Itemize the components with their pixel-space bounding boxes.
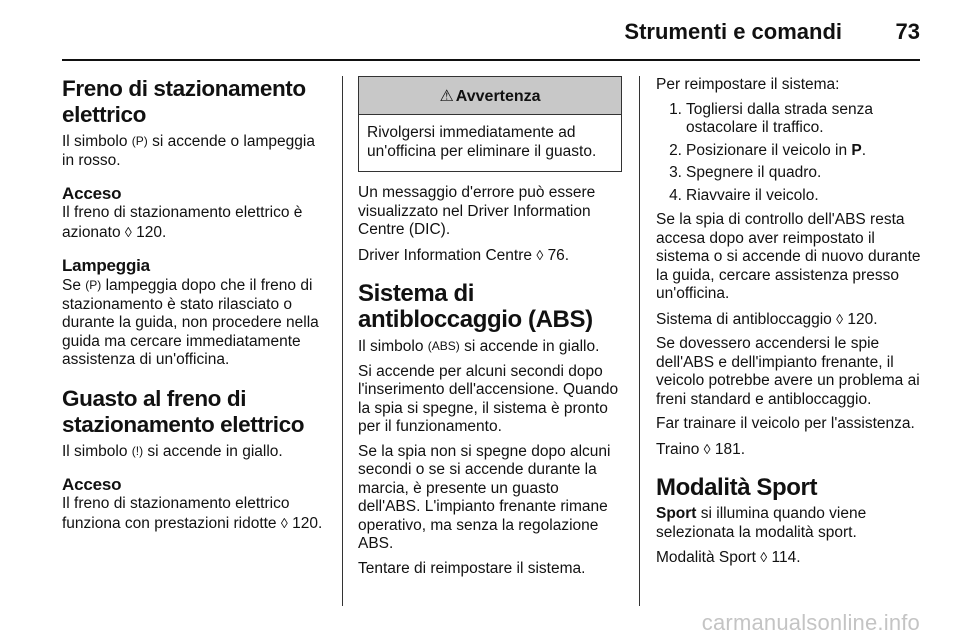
section-title: Modalità Sport <box>656 474 818 501</box>
parking-brake-icon: (P) <box>131 134 148 148</box>
list-item: 3. Spegnere il quadro. <box>669 164 822 181</box>
paragraph <box>62 276 330 370</box>
paragraph <box>62 495 330 533</box>
page-ref-icon: ◊ <box>703 440 711 457</box>
paragraph: Se dovessero accendersi le spie dell'ABS e dell'impianto frenante, il veicolo potrebbe avere un problema ai freni standard e antibloccaggio. <box>656 335 920 408</box>
paragraph <box>62 442 330 462</box>
page-header <box>0 0 960 58</box>
page-ref-icon: ◊ <box>280 514 288 531</box>
text: si illumina quando viene selezionata la modalità sport. <box>656 505 867 541</box>
paragraph: Se la spia di controllo dell'ABS resta accesa dopo aver reimpostato il sistema o si accende di nuovo durante la guida, cercare assistenza presso un'officina. <box>656 211 921 302</box>
section-title: Sistema di antibloccaggio (ABS) <box>358 280 593 333</box>
header-title: Strumenti e comandi <box>624 19 842 44</box>
subsection-title: Lampeggia <box>62 256 150 275</box>
text: si accende o lampeggia in rosso. <box>62 133 315 169</box>
paragraph <box>656 548 926 568</box>
page-ref[interactable]: 181. <box>714 440 746 458</box>
text: Il freno di stazionamento elettrico è azionato <box>62 204 303 241</box>
paragraph: Per reimpostare il sistema: <box>656 76 840 93</box>
subsection-title: Acceso <box>62 475 122 494</box>
warning-title: Avvertenza <box>455 88 541 105</box>
warning-triangle-icon: ⚠ <box>439 88 454 105</box>
paragraph <box>358 337 622 357</box>
page-ref-icon: ◊ <box>536 246 544 263</box>
paragraph <box>656 310 926 330</box>
column-1 <box>62 76 330 539</box>
text: Se <box>62 277 81 294</box>
paragraph <box>62 204 330 242</box>
reset-steps-list <box>656 101 926 206</box>
paragraph: Si accende per alcuni secondi dopo l'inserimento dell'accensione. Quando la spia si spegne, il sistema è pronto per il funzionamento. <box>358 362 619 435</box>
text: Sistema di antibloccaggio <box>656 310 832 328</box>
subsection-title: Acceso <box>62 184 122 203</box>
section-title: Freno di stazionamento elettrico <box>62 76 306 127</box>
list-item: 2. Posizionare il veicolo in P. <box>669 141 867 159</box>
page-ref[interactable]: 120. <box>847 310 878 328</box>
column-3 <box>656 76 926 574</box>
page-ref[interactable]: 120. <box>136 223 167 241</box>
text: Il freno di stazionamento elettrico funziona con prestazioni ridotte <box>62 495 290 532</box>
paragraph: Far trainare il veicolo per l'assistenza. <box>656 415 915 432</box>
text: Traino <box>656 440 700 458</box>
paragraph: Un messaggio d'errore può essere visualizzato nel Driver Information Centre (DIC). <box>358 184 596 238</box>
watermark: carmanualsonline.info <box>701 610 920 635</box>
warning-box <box>358 76 622 172</box>
warning-header <box>359 77 621 115</box>
paragraph <box>656 505 926 542</box>
list-item: 1. Togliersi dalla strada senza ostacolare il traffico. <box>669 100 873 136</box>
parking-brake-icon: (P) <box>85 278 102 292</box>
text: si accende in giallo. <box>464 338 600 355</box>
column-2 <box>358 76 622 584</box>
page-ref[interactable]: 120. <box>292 514 323 532</box>
text: si accende in giallo. <box>147 442 283 460</box>
column-divider <box>342 76 343 606</box>
paragraph: Tentare di reimpostare il sistema. <box>358 559 586 577</box>
list-item: 4. Riavvaire il veicolo. <box>669 186 819 204</box>
text: lampeggia dopo che il freno di stazionamento è stato rilasciato o durante la guida, non procedere nella guida ma cercare immediatamente assistenza di un'officina. <box>62 277 319 368</box>
page-number: 73 <box>895 19 920 44</box>
bold-term: Sport <box>656 505 697 522</box>
paragraph: Se la spia non si spegne dopo alcuni secondi o se si accende durante la marcia, è presente un guasto dell'ABS. L'impianto frenante rimane operativo, ma senza la regolazione ABS. <box>358 442 611 552</box>
column-divider <box>639 76 640 606</box>
text: Il simbolo <box>62 133 128 150</box>
paragraph <box>656 440 926 460</box>
text: Modalità Sport <box>656 549 756 566</box>
page-ref-icon: ◊ <box>836 310 844 327</box>
section-title: Guasto al freno di stazionamento elettrico <box>62 385 305 437</box>
abs-icon: (ABS) <box>427 339 460 353</box>
page-ref[interactable]: 76. <box>547 246 570 264</box>
page-ref[interactable]: 114. <box>771 549 801 566</box>
paragraph <box>358 246 622 266</box>
text: Il simbolo <box>358 338 424 355</box>
page-ref-icon: ◊ <box>124 223 132 240</box>
warning-text: Rivolgersi immediatamente ad un'officina per eliminare il guasto. <box>367 124 597 160</box>
page-ref-icon: ◊ <box>760 549 768 565</box>
text: Driver Information Centre <box>358 246 533 264</box>
parking-brake-fault-icon: (!) <box>131 443 144 458</box>
header-rule <box>62 59 920 61</box>
text: Il simbolo <box>62 442 128 460</box>
paragraph <box>62 132 330 170</box>
